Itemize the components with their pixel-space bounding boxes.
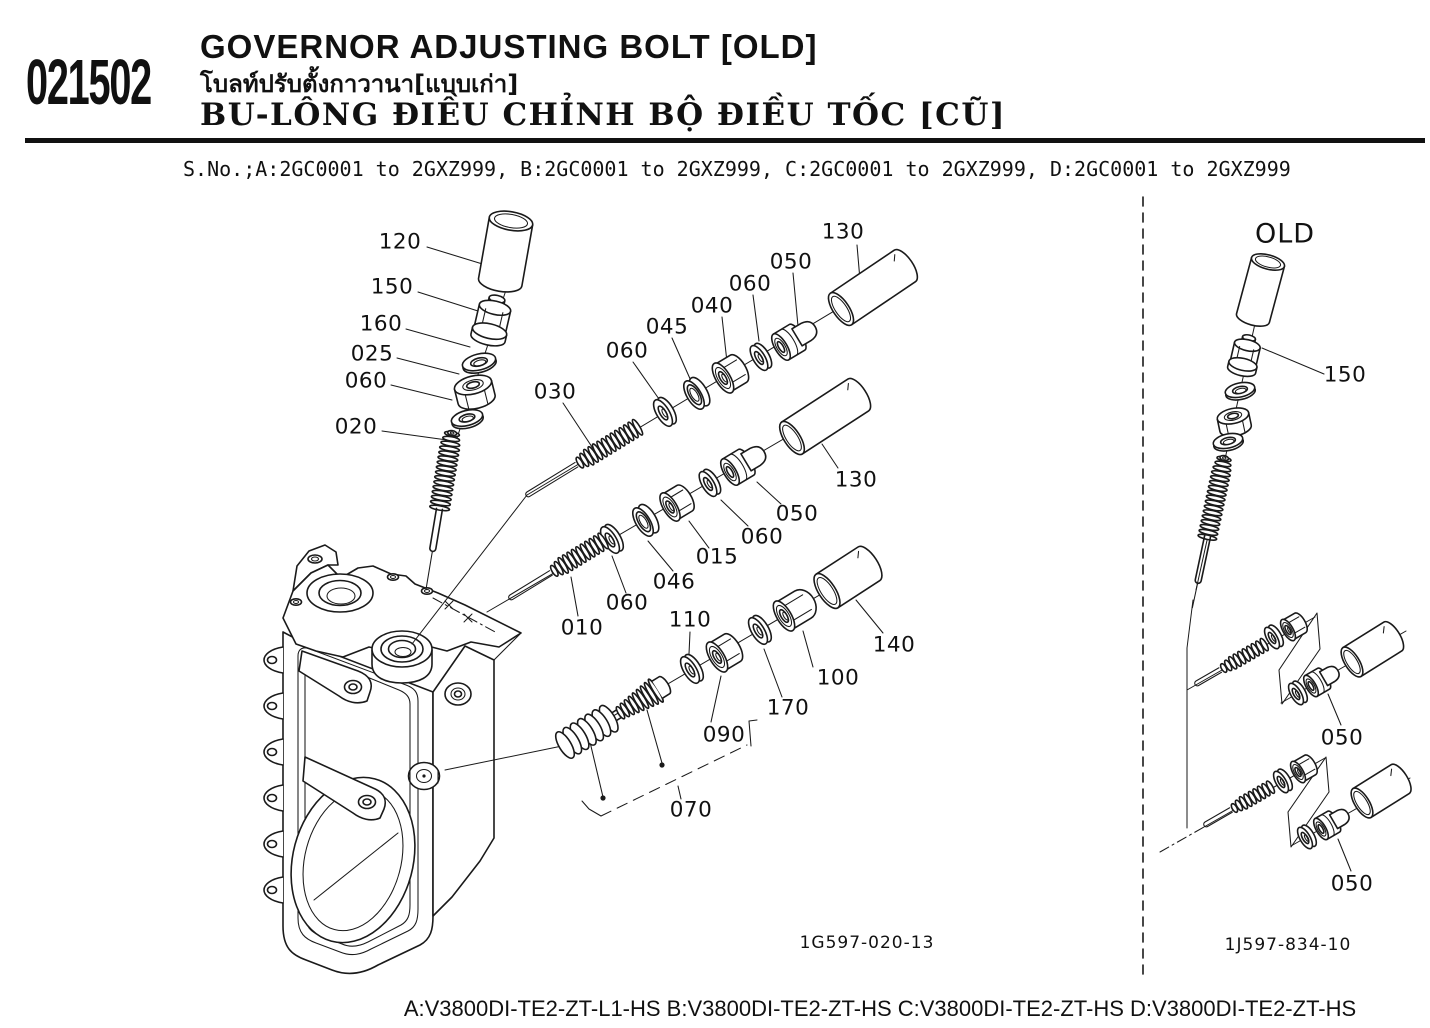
cap: [477, 208, 534, 295]
line-art: [429, 508, 442, 551]
line-art: [268, 749, 277, 756]
line-art: [447, 430, 457, 436]
line-art: [391, 385, 452, 400]
part-label-130: 130: [821, 219, 865, 245]
cap-nut: [769, 584, 822, 634]
part-label-040: 040: [690, 293, 734, 319]
cap: [1235, 251, 1287, 330]
line-art: [418, 292, 478, 311]
line-art: [349, 684, 357, 690]
flat-washer: [1212, 431, 1245, 453]
part-label-140: 140: [872, 632, 916, 658]
line-art: [749, 720, 757, 746]
threaded-rod: [1192, 637, 1270, 690]
plug: [768, 314, 823, 363]
line-art: [422, 588, 433, 594]
line-art: [1338, 839, 1351, 871]
flat-washer: [450, 407, 485, 432]
nut: [702, 629, 747, 675]
sleeve: [1347, 761, 1415, 821]
line-art: [648, 541, 673, 571]
hex-nut: [452, 372, 497, 413]
part-label-046: 046: [652, 569, 696, 595]
line-art: [803, 631, 813, 667]
part-label-045: 045: [645, 314, 689, 340]
line-art: [397, 358, 459, 374]
adjusting-bolt: [1183, 454, 1234, 610]
plug: [717, 439, 772, 488]
sleeve: [809, 542, 887, 612]
line-art: [291, 599, 302, 605]
line-art: [1160, 827, 1204, 852]
part-label-100: 100: [816, 665, 860, 691]
line-art: [268, 841, 277, 848]
line-art: [363, 799, 371, 805]
threaded-rod: [1201, 780, 1276, 832]
part-label-025: 025: [350, 341, 394, 367]
old-section-label: OLD: [1254, 218, 1316, 250]
part-label-060: 060: [605, 590, 649, 616]
part-label-130: 130: [834, 467, 878, 493]
line-art: [563, 403, 594, 450]
line-art: [571, 577, 578, 616]
part-label-150-old: 150: [1323, 362, 1367, 388]
line-art: [633, 362, 659, 399]
figure-code-old: 1J597-834-10: [1224, 935, 1352, 955]
part-label-120: 120: [378, 229, 422, 255]
line-art: [722, 317, 727, 362]
line-art: [582, 801, 601, 816]
part-label-160: 160: [359, 311, 403, 337]
line-art: [659, 762, 664, 767]
part-label-015: 015: [695, 544, 739, 570]
beveled-ring: [680, 374, 714, 412]
spring: [552, 703, 621, 761]
line-art: [427, 247, 489, 266]
line-art: [600, 795, 605, 800]
knob: [1226, 332, 1263, 379]
part-label-150: 150: [370, 274, 414, 300]
page-title-thai: โบลท์ปรับตั้งกาวานา[แบบเก่า]: [200, 70, 519, 98]
line-art: [1187, 600, 1193, 828]
line-art: [389, 641, 416, 658]
line-art: [1328, 694, 1341, 725]
line-art: [612, 556, 626, 593]
line-art: [764, 649, 782, 697]
threaded-rod: [504, 532, 609, 606]
line-art: [422, 774, 425, 777]
line-art: [268, 703, 277, 710]
line-art: [426, 551, 432, 589]
line-art: [1192, 583, 1197, 607]
line-art: [455, 691, 462, 697]
part-label-170: 170: [766, 695, 810, 721]
line-art: [268, 795, 277, 802]
part-label-090: 090: [702, 722, 746, 748]
adjusting-bolt: [416, 429, 462, 591]
line-art: [382, 431, 447, 440]
sleeve: [1337, 618, 1408, 680]
part-label-030: 030: [533, 379, 577, 405]
washer: [745, 613, 775, 648]
line-art: [711, 676, 721, 722]
part-label-050-old: 050: [1330, 871, 1374, 897]
line-art: [689, 632, 690, 654]
line-art: [406, 329, 470, 347]
threaded-rod: [521, 418, 644, 503]
model-applicability: A:V3800DI-TE2-ZT-L1-HS B:V3800DI-TE2-ZT-HS C:V3800DI-TE2-ZT-HS D:V3800DI-TE2-ZT-HS: [403, 996, 1357, 1021]
serial-number-range: S.No.;A:2GC0001 to 2GXZ999, B:2GC0001 to 2GXZ999, C:2GC0001 to 2GXZ999, D:2GC0001 to 2GXZ999: [183, 157, 1291, 181]
line-art: [753, 295, 759, 341]
part-label-070: 070: [669, 797, 713, 823]
line-art: [721, 500, 748, 526]
sleeve: [775, 375, 875, 459]
part-label-020: 020: [334, 414, 378, 440]
line-art: [590, 742, 603, 797]
part-label-050: 050: [775, 501, 819, 527]
washer: [696, 467, 724, 499]
line-art: [268, 887, 277, 894]
page-section-code: 021502: [26, 46, 151, 118]
part-label-050: 050: [769, 249, 813, 275]
part-label-060: 060: [740, 524, 784, 550]
washer: [650, 395, 680, 430]
sleeve: [824, 246, 922, 329]
line-art: [308, 555, 322, 563]
part-label-110: 110: [668, 607, 712, 633]
washer: [747, 341, 775, 373]
page-title-vietnamese: BU-LÔNG ĐIỀU CHỈNH BỘ ĐIỀU TỐC [CŨ]: [200, 97, 1007, 133]
beveled-ring: [629, 501, 663, 539]
part-label-060: 060: [728, 271, 772, 297]
line-art: [672, 338, 691, 381]
washer: [677, 652, 707, 687]
diagram-line-art: [264, 197, 1415, 980]
line-art: [268, 657, 277, 664]
nut: [656, 481, 699, 524]
flat-washer: [461, 350, 498, 376]
knob: [469, 292, 514, 349]
line-art: [388, 574, 399, 580]
part-label-060: 060: [344, 368, 388, 394]
part-label-010: 010: [560, 615, 604, 641]
line-art: [319, 581, 361, 606]
line-art: [647, 710, 662, 763]
line-art: [793, 273, 798, 326]
nut: [1288, 752, 1321, 785]
line-art: [1262, 348, 1324, 374]
page-title-english: GOVERNOR ADJUSTING BOLT [OLD]: [200, 28, 818, 65]
flat-washer: [1224, 380, 1257, 402]
part-label-060: 060: [605, 338, 649, 364]
figure-code-main: 1G597-020-13: [799, 933, 935, 953]
line-art: [856, 600, 883, 633]
plug: [1301, 660, 1344, 699]
part-label-050-old: 050: [1320, 725, 1364, 751]
line-art: [822, 444, 838, 468]
nut: [708, 350, 753, 396]
